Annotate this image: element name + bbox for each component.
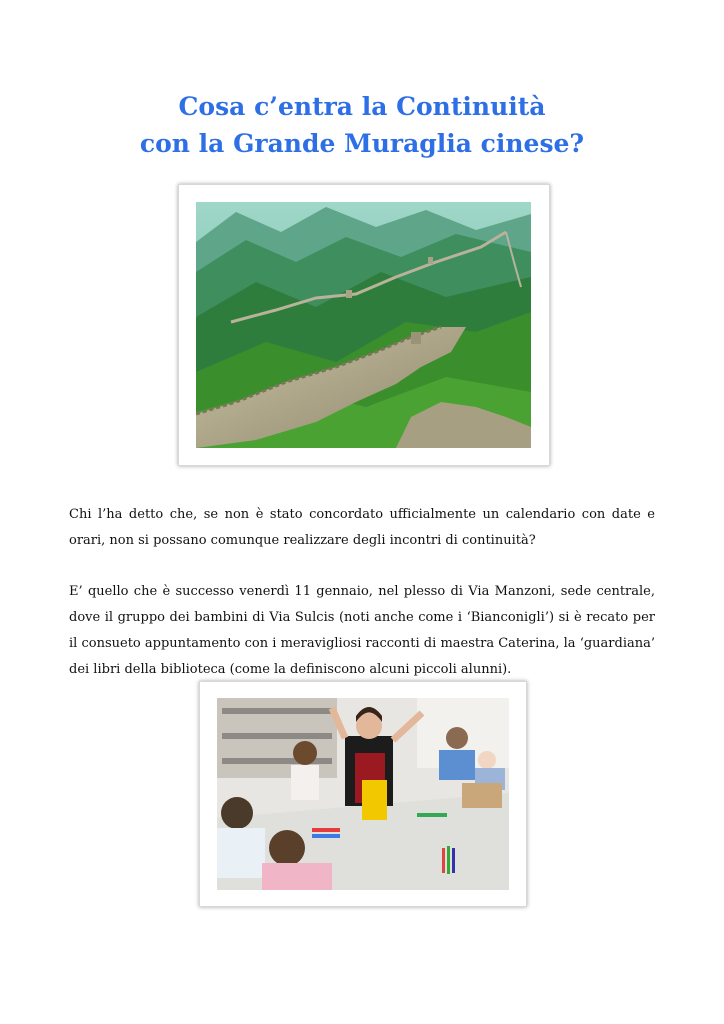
classroom-photo-frame (199, 681, 527, 907)
page-title (0, 88, 724, 162)
great-wall-photo (196, 202, 531, 448)
paragraph-2: E’ quello che è successo venerdì 11 gennaio, nel plesso di Via Manzoni, sede centrale, dove il gruppo dei bambini di Via Sulcis (noti anche come i ‘Bianconigli’) si è recato per il consueto appuntamento con i meravigliosi racconti di maestra Caterina, la ‘guardiana’ dei libri della biblioteca (come la definiscono alcuni piccoli alunni). (69, 584, 655, 677)
paragraph-1: Chi l’ha detto che, se non è stato concordato ufficialmente un calendario con date e orari, non si possano comunque realizzare degli incontri di continuità? (69, 507, 655, 548)
title-line-1: Cosa c’entra la Continuità (178, 92, 546, 121)
title-line-2: con la Grande Muraglia cinese? (139, 129, 585, 158)
classroom-photo (217, 698, 509, 890)
great-wall-photo-frame (178, 184, 550, 466)
